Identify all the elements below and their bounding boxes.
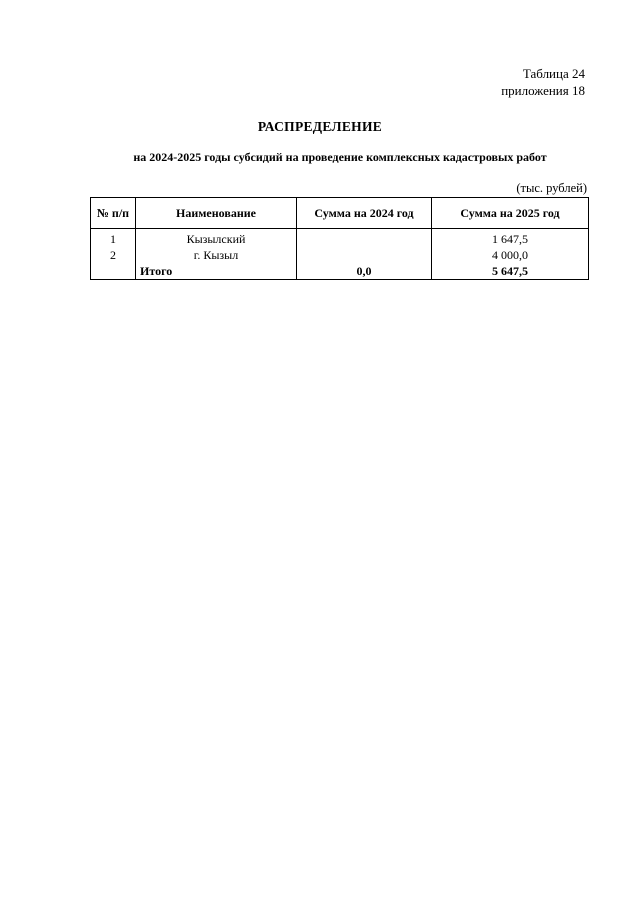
header-sum-2024: Сумма на 2024 год [297, 198, 432, 229]
row-sum-2024 [297, 229, 432, 248]
row-name: Кызылский [136, 229, 297, 248]
table-header-row [91, 198, 589, 229]
row-number: 2 [91, 247, 136, 263]
distribution-table [90, 197, 589, 280]
appendix-reference: приложения 18 [501, 83, 585, 98]
total-label: Итого [136, 263, 297, 280]
header-number: № п/п [91, 198, 136, 229]
total-sum-2024: 0,0 [297, 263, 432, 280]
units-label: (тыс. рублей) [516, 181, 587, 195]
table-row [91, 229, 589, 248]
document-subtitle: на 2024-2025 годы субсидий на проведение комплексных кадастровых работ [133, 150, 547, 164]
total-number [91, 263, 136, 280]
row-name: г. Кызыл [136, 247, 297, 263]
table-row [91, 247, 589, 263]
row-sum-2025: 1 647,5 [432, 229, 589, 248]
row-sum-2025: 4 000,0 [432, 247, 589, 263]
document-title: РАСПРЕДЕЛЕНИЕ [257, 119, 383, 134]
row-number: 1 [91, 229, 136, 248]
row-sum-2024 [297, 247, 432, 263]
header-name: Наименование [136, 198, 297, 229]
table-reference: Таблица 24 [522, 66, 585, 81]
header-sum-2025: Сумма на 2025 год [432, 198, 589, 229]
total-sum-2025: 5 647,5 [432, 263, 589, 280]
total-row [91, 263, 589, 280]
